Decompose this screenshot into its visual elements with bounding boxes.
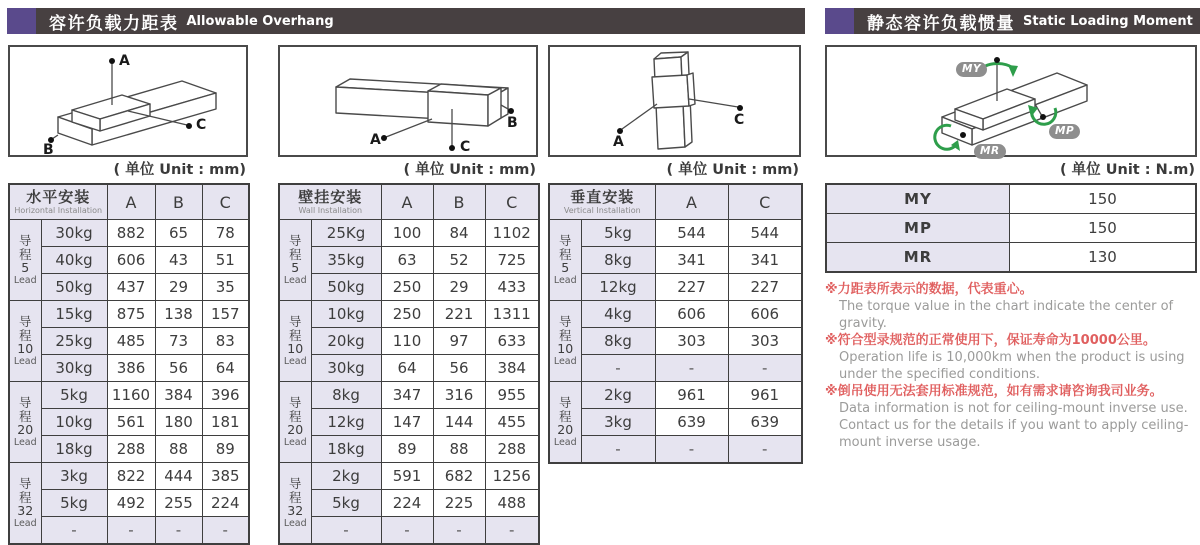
moment-table <box>825 183 1197 273</box>
footnote-cn: ※倒吊使用无法套用标准规范，如有需求请咨询我司业务。 <box>825 384 1163 399</box>
table-title-cn: 垂直安装 <box>570 187 635 206</box>
lead-number: 10 <box>17 341 34 356</box>
value-cell: 488 <box>485 490 539 517</box>
column-header-a: A <box>381 184 433 220</box>
value-cell: 65 <box>155 220 202 247</box>
value-cell: 961 <box>655 382 728 409</box>
table-row <box>9 463 249 490</box>
lead-char: 程 <box>288 327 302 343</box>
table-row <box>9 490 249 517</box>
lead-char: 导 <box>18 476 32 491</box>
weight-cell: 18kg <box>311 436 381 463</box>
value-cell: 822 <box>107 463 155 490</box>
lead-cell <box>9 382 41 463</box>
weight-cell: 5kg <box>41 490 107 517</box>
weight-cell: 2kg <box>311 463 381 490</box>
moment-label: MY <box>826 184 1010 214</box>
weight-cell: 25Kg <box>311 220 381 247</box>
weight-cell: 10kg <box>311 301 381 328</box>
table-row <box>826 214 1196 243</box>
footnote <box>825 383 1197 451</box>
lead-number: 32 <box>17 503 34 518</box>
value-cell: 606 <box>655 301 728 328</box>
value-cell: 485 <box>107 328 155 355</box>
weight-cell: 8kg <box>581 247 655 274</box>
column-header-a: A <box>655 184 728 220</box>
value-cell: 682 <box>433 463 485 490</box>
weight-cell: 35kg <box>311 247 381 274</box>
value-cell: 1160 <box>107 382 155 409</box>
lead-char: 程 <box>558 408 572 424</box>
value-cell: 63 <box>381 247 433 274</box>
lead-number: 5 <box>291 260 300 275</box>
value-cell: 181 <box>202 409 249 436</box>
table-row <box>549 436 802 464</box>
moment-badge-my: MY <box>956 62 987 77</box>
weight-cell: - <box>581 436 655 464</box>
value-cell: - <box>655 355 728 382</box>
table-title-cn: 壁挂安装 <box>298 187 363 206</box>
value-cell: 83 <box>202 328 249 355</box>
moment-axes-diagram <box>825 45 1197 157</box>
header-title-cn: 容许负载力距表 <box>49 13 179 34</box>
footnote-cn: ※力距表所表示的数据，代表重心。 <box>825 282 1033 297</box>
lead-en: Lead <box>13 275 37 286</box>
value-cell: - <box>728 355 802 382</box>
lead-char: 程 <box>558 246 572 262</box>
table-header-row <box>9 184 249 220</box>
weight-cell: 4kg <box>581 301 655 328</box>
value-cell: - <box>485 517 539 545</box>
value-cell: 100 <box>381 220 433 247</box>
footnote-en: The torque value in the chart indicate the center of gravity. <box>839 299 1174 331</box>
value-cell: 341 <box>655 247 728 274</box>
value-cell: 961 <box>728 382 802 409</box>
lead-cell <box>549 220 581 301</box>
lead-en: Lead <box>553 356 577 367</box>
value-cell: 633 <box>485 328 539 355</box>
header-title-en: Static Loading Moment <box>1023 13 1193 29</box>
lead-char: 程 <box>558 327 572 343</box>
table-title-en: Horizontal Installation <box>14 205 103 215</box>
lead-cell <box>279 463 311 545</box>
unit-label: ( 单位 Unit : mm) <box>666 162 799 178</box>
footnote <box>825 281 1197 332</box>
value-cell: 882 <box>107 220 155 247</box>
column-header-b: B <box>155 184 202 220</box>
weight-cell: 18kg <box>41 436 107 463</box>
value-cell: 147 <box>381 409 433 436</box>
point-label-c: C <box>734 112 745 128</box>
table-row <box>279 301 539 328</box>
value-cell: 56 <box>433 355 485 382</box>
horizontal-installation-section <box>8 45 248 545</box>
lead-cell <box>9 463 41 545</box>
lead-char: 程 <box>18 489 32 505</box>
value-cell: 255 <box>155 490 202 517</box>
weight-cell: 25kg <box>41 328 107 355</box>
value-cell: 1102 <box>485 220 539 247</box>
value-cell: 51 <box>202 247 249 274</box>
value-cell: 250 <box>381 301 433 328</box>
static-loading-moment-section <box>825 45 1197 451</box>
vertical-installation-table <box>548 183 803 464</box>
point-label-a: A <box>370 132 381 148</box>
weight-cell: - <box>311 517 381 545</box>
horizontal-installation-diagram <box>8 45 248 157</box>
table-row <box>549 409 802 436</box>
lead-number: 20 <box>557 422 574 437</box>
weight-cell: 5kg <box>41 382 107 409</box>
value-cell: 444 <box>155 463 202 490</box>
table-row <box>9 355 249 382</box>
lead-cell <box>279 220 311 301</box>
lead-en: Lead <box>13 518 37 529</box>
footnote-en: Operation life is 10,000km when the product is using under the specified conditions. <box>839 350 1185 382</box>
weight-cell: 30kg <box>311 355 381 382</box>
weight-cell: 5kg <box>581 220 655 247</box>
value-cell: 35 <box>202 274 249 301</box>
table-row <box>9 328 249 355</box>
table-row <box>9 436 249 463</box>
weight-cell: 30kg <box>41 220 107 247</box>
actuator-isometric-drawing <box>280 47 536 155</box>
lead-char: 程 <box>18 327 32 343</box>
accent-square-icon <box>825 8 854 34</box>
value-cell: - <box>433 517 485 545</box>
footnotes <box>825 281 1197 451</box>
weight-cell: - <box>41 517 107 545</box>
value-cell: 437 <box>107 274 155 301</box>
column-header-c: C <box>728 184 802 220</box>
value-cell: 303 <box>655 328 728 355</box>
value-cell: 1256 <box>485 463 539 490</box>
value-cell: 288 <box>485 436 539 463</box>
lead-char: 程 <box>18 246 32 262</box>
value-cell: - <box>655 436 728 464</box>
lead-char: 导 <box>558 233 572 248</box>
table-row <box>279 463 539 490</box>
value-cell: 157 <box>202 301 249 328</box>
lead-char: 程 <box>288 408 302 424</box>
value-cell: 97 <box>433 328 485 355</box>
lead-number: 5 <box>561 260 570 275</box>
table-row <box>279 409 539 436</box>
wall-installation-table <box>278 183 540 545</box>
table-row <box>9 247 249 274</box>
table-row <box>9 409 249 436</box>
value-cell: 224 <box>202 490 249 517</box>
weight-cell: 10kg <box>41 409 107 436</box>
weight-cell: 3kg <box>581 409 655 436</box>
value-cell: 384 <box>485 355 539 382</box>
value-cell: 561 <box>107 409 155 436</box>
lead-char: 导 <box>288 476 302 491</box>
table-row <box>279 490 539 517</box>
moment-label: MP <box>826 214 1010 243</box>
value-cell: 227 <box>728 274 802 301</box>
value-cell: 544 <box>655 220 728 247</box>
value-cell: 385 <box>202 463 249 490</box>
value-cell: 224 <box>381 490 433 517</box>
weight-cell: 8kg <box>311 382 381 409</box>
value-cell: 64 <box>381 355 433 382</box>
actuator-moment-drawing <box>827 47 1195 155</box>
table-header-row <box>279 184 539 220</box>
table-row <box>549 328 802 355</box>
value-cell: 303 <box>728 328 802 355</box>
value-cell: 455 <box>485 409 539 436</box>
value-cell: 875 <box>107 301 155 328</box>
table-row <box>549 220 802 247</box>
footnote <box>825 332 1197 383</box>
point-label-c: C <box>196 117 207 133</box>
vertical-installation-diagram <box>548 45 801 157</box>
weight-cell: 50kg <box>311 274 381 301</box>
value-cell: 492 <box>107 490 155 517</box>
lead-char: 导 <box>558 395 572 410</box>
value-cell: 639 <box>655 409 728 436</box>
weight-cell: 2kg <box>581 382 655 409</box>
actuator-isometric-drawing <box>550 47 799 155</box>
value-cell: 386 <box>107 355 155 382</box>
value-cell: 384 <box>155 382 202 409</box>
weight-cell: 8kg <box>581 328 655 355</box>
value-cell: 347 <box>381 382 433 409</box>
lead-en: Lead <box>283 356 307 367</box>
weight-cell: 5kg <box>311 490 381 517</box>
value-cell: 110 <box>381 328 433 355</box>
weight-cell: 3kg <box>41 463 107 490</box>
table-row <box>279 274 539 301</box>
vertical-installation-section <box>548 45 801 464</box>
lead-char: 导 <box>288 314 302 329</box>
value-cell: 29 <box>433 274 485 301</box>
weight-cell: 50kg <box>41 274 107 301</box>
moment-badge-mp: MP <box>1049 124 1080 139</box>
value-cell: 144 <box>433 409 485 436</box>
value-cell: 221 <box>433 301 485 328</box>
moment-value: 130 <box>1010 243 1197 273</box>
column-header-c: C <box>485 184 539 220</box>
table-title-en: Vertical Installation <box>563 205 641 215</box>
value-cell: 341 <box>728 247 802 274</box>
header-title-en: Allowable Overhang <box>186 13 334 29</box>
value-cell: 180 <box>155 409 202 436</box>
table-row <box>9 382 249 409</box>
lead-char: 程 <box>288 489 302 505</box>
lead-char: 导 <box>288 395 302 410</box>
lead-cell <box>549 382 581 464</box>
lead-en: Lead <box>13 356 37 367</box>
section-header-static-loading-moment <box>825 8 1200 34</box>
header-title-cn: 静态容许负载惯量 <box>867 13 1015 34</box>
table-title <box>549 184 655 220</box>
value-cell: 52 <box>433 247 485 274</box>
value-cell: - <box>107 517 155 545</box>
moment-value: 150 <box>1010 214 1197 243</box>
value-cell: 955 <box>485 382 539 409</box>
moment-value: 150 <box>1010 184 1197 214</box>
lead-number: 5 <box>21 260 30 275</box>
value-cell: - <box>155 517 202 545</box>
unit-label: ( 单位 Unit : mm) <box>403 162 536 178</box>
lead-number: 20 <box>287 422 304 437</box>
point-label-c: C <box>460 139 471 155</box>
lead-cell <box>9 220 41 301</box>
table-title <box>279 184 381 220</box>
value-cell: 1311 <box>485 301 539 328</box>
value-cell: 225 <box>433 490 485 517</box>
lead-number: 10 <box>287 341 304 356</box>
weight-cell: 40kg <box>41 247 107 274</box>
lead-cell <box>279 382 311 463</box>
table-row <box>549 247 802 274</box>
table-row <box>9 220 249 247</box>
value-cell: 544 <box>728 220 802 247</box>
table-row <box>549 355 802 382</box>
value-cell: - <box>381 517 433 545</box>
value-cell: 88 <box>433 436 485 463</box>
value-cell: 89 <box>381 436 433 463</box>
weight-cell: 15kg <box>41 301 107 328</box>
value-cell: 138 <box>155 301 202 328</box>
value-cell: 639 <box>728 409 802 436</box>
value-cell: 88 <box>155 436 202 463</box>
lead-en: Lead <box>553 275 577 286</box>
moment-label: MR <box>826 243 1010 273</box>
unit-label: ( 单位 Unit : N.m) <box>1060 162 1195 178</box>
value-cell: 433 <box>485 274 539 301</box>
value-cell: 89 <box>202 436 249 463</box>
value-cell: 288 <box>107 436 155 463</box>
lead-char: 导 <box>18 233 32 248</box>
table-row <box>279 220 539 247</box>
point-label-a: A <box>119 53 130 69</box>
table-row <box>826 184 1196 214</box>
value-cell: 227 <box>655 274 728 301</box>
value-cell: 316 <box>433 382 485 409</box>
value-cell: - <box>202 517 249 545</box>
value-cell: 84 <box>433 220 485 247</box>
column-header-a: A <box>107 184 155 220</box>
weight-cell: - <box>581 355 655 382</box>
horizontal-installation-table <box>8 183 250 545</box>
table-row <box>9 274 249 301</box>
value-cell: 78 <box>202 220 249 247</box>
lead-cell <box>279 301 311 382</box>
table-row <box>549 382 802 409</box>
value-cell: 29 <box>155 274 202 301</box>
value-cell: 64 <box>202 355 249 382</box>
point-label-b: B <box>43 142 54 158</box>
wall-installation-section <box>278 45 538 545</box>
table-row <box>549 274 802 301</box>
lead-en: Lead <box>13 437 37 448</box>
value-cell: 43 <box>155 247 202 274</box>
section-header-allowable-overhang <box>7 8 805 34</box>
table-title-cn: 水平安装 <box>26 187 91 206</box>
lead-char: 程 <box>18 408 32 424</box>
table-title-en: Wall Installation <box>298 205 363 215</box>
lead-en: Lead <box>553 437 577 448</box>
table-row <box>826 243 1196 273</box>
moment-badge-mr: MR <box>974 144 1006 159</box>
lead-number: 20 <box>17 422 34 437</box>
value-cell: 591 <box>381 463 433 490</box>
lead-en: Lead <box>283 437 307 448</box>
weight-cell: 12kg <box>581 274 655 301</box>
value-cell: 396 <box>202 382 249 409</box>
point-label-b: B <box>507 115 518 131</box>
lead-cell <box>9 301 41 382</box>
value-cell: 73 <box>155 328 202 355</box>
lead-en: Lead <box>283 518 307 529</box>
column-header-b: B <box>433 184 485 220</box>
weight-cell: 12kg <box>311 409 381 436</box>
table-title <box>9 184 107 220</box>
wall-installation-diagram <box>278 45 538 157</box>
table-header-row <box>549 184 802 220</box>
value-cell: 250 <box>381 274 433 301</box>
lead-char: 导 <box>18 395 32 410</box>
lead-cell <box>549 301 581 382</box>
weight-cell: 20kg <box>311 328 381 355</box>
lead-en: Lead <box>283 275 307 286</box>
table-row <box>279 247 539 274</box>
table-row <box>279 328 539 355</box>
table-row <box>549 301 802 328</box>
table-row <box>279 436 539 463</box>
lead-char: 导 <box>558 314 572 329</box>
value-cell: - <box>728 436 802 464</box>
column-header-c: C <box>202 184 249 220</box>
lead-char: 导 <box>18 314 32 329</box>
point-label-a: A <box>613 134 624 150</box>
footnote-cn: ※符合型录规范的正常使用下，保证寿命为10000公里。 <box>825 333 1156 348</box>
lead-char: 导 <box>288 233 302 248</box>
value-cell: 725 <box>485 247 539 274</box>
unit-label: ( 单位 Unit : mm) <box>113 162 246 178</box>
weight-cell: 30kg <box>41 355 107 382</box>
lead-number: 10 <box>557 341 574 356</box>
table-row <box>279 382 539 409</box>
table-row <box>279 355 539 382</box>
table-row <box>9 301 249 328</box>
value-cell: 606 <box>107 247 155 274</box>
footnote-en: Data information is not for ceiling-mount inverse use. Contact us for the details if you want to apply ceiling-mount inverse usage. <box>839 401 1189 450</box>
accent-square-icon <box>7 8 36 34</box>
lead-number: 32 <box>287 503 304 518</box>
value-cell: 606 <box>728 301 802 328</box>
lead-char: 程 <box>288 246 302 262</box>
value-cell: 56 <box>155 355 202 382</box>
